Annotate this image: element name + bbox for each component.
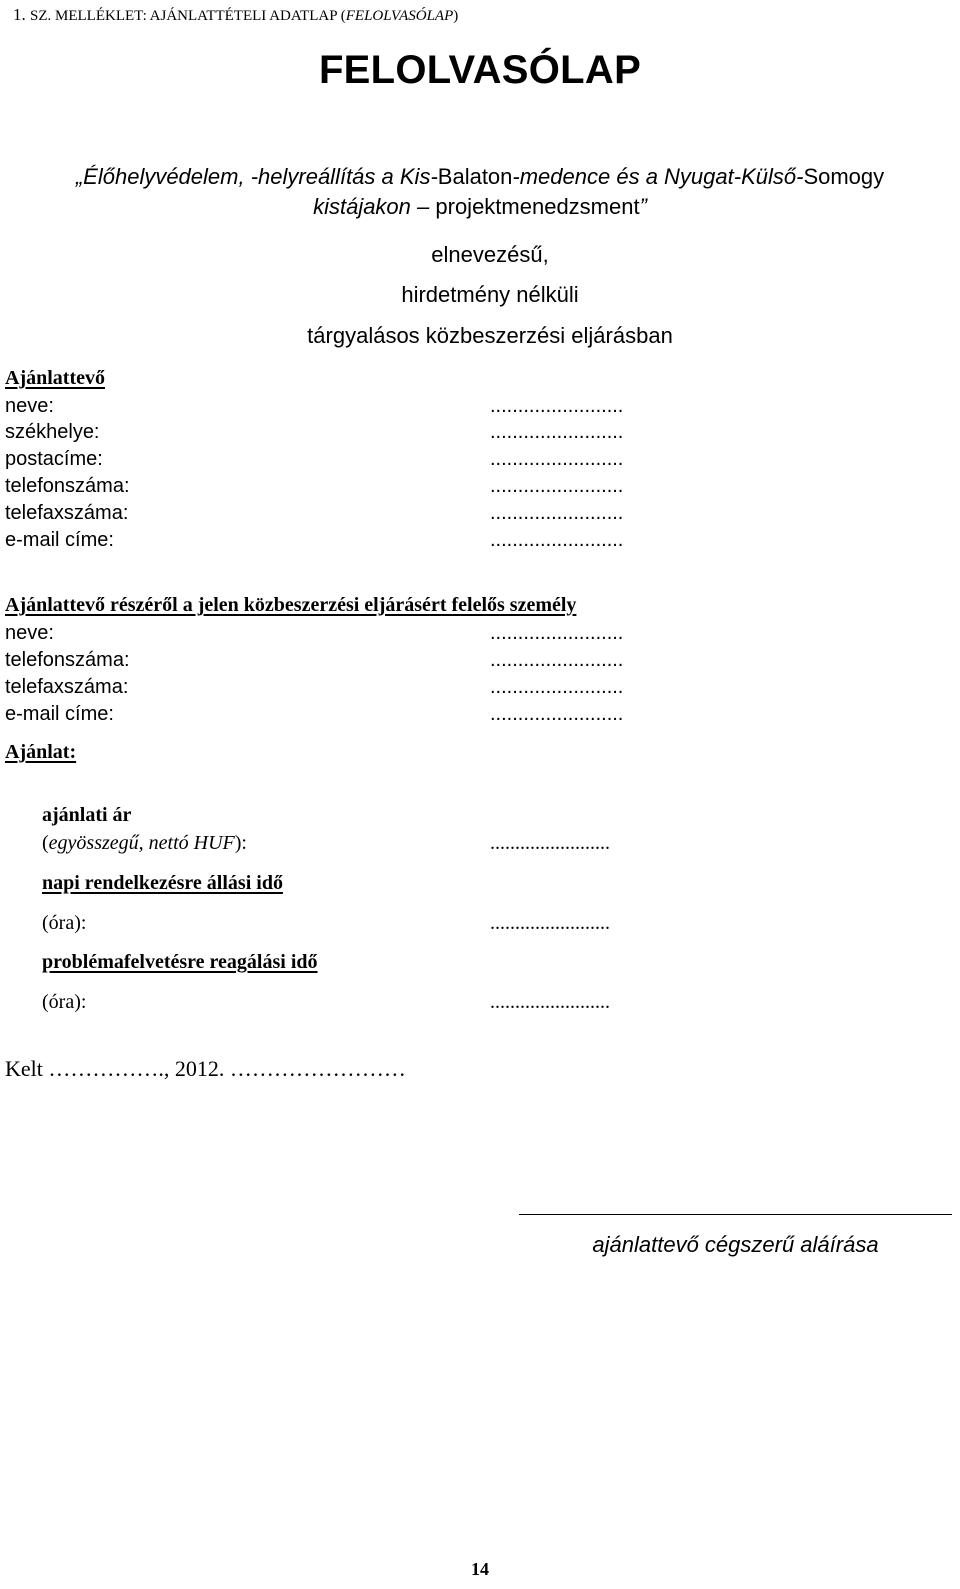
bidder-phone-value: ........................ bbox=[490, 475, 624, 497]
bidder-heading: Ajánlattevő bbox=[5, 367, 105, 389]
bidder-postal-value: ........................ bbox=[490, 448, 624, 470]
price-open: ( bbox=[42, 832, 49, 854]
signature-caption: ajánlattevő cégszerű aláírása bbox=[592, 1232, 879, 1257]
availability-value: ........................ bbox=[490, 912, 610, 934]
price-label bbox=[42, 832, 247, 855]
bidder-email-value: ........................ bbox=[490, 529, 624, 551]
bidder-fax-label: telefaxszáma: bbox=[5, 502, 129, 524]
header-number: 1. bbox=[13, 5, 26, 24]
project-line-2c: ” bbox=[639, 194, 647, 219]
project-line-1d: Somogy bbox=[803, 164, 885, 189]
bidder-phone-label: telefonszáma: bbox=[5, 475, 130, 497]
availability-title: napi rendelkezésre állási idő bbox=[42, 872, 283, 894]
project-line-2b: projektmenedzsment bbox=[429, 194, 640, 219]
price-italic: egyösszegű, nettó HUF bbox=[48, 832, 235, 854]
price-value: ........................ bbox=[490, 832, 610, 854]
procedure-line-1: elnevezésű, bbox=[431, 242, 549, 267]
contact-email-label: e-mail címe: bbox=[5, 703, 114, 725]
contact-fax-label: telefaxszáma: bbox=[5, 676, 129, 698]
header-italic: FELOLVASÓLAP bbox=[345, 8, 454, 24]
contact-phone-value: ........................ bbox=[490, 649, 624, 671]
project-line-1 bbox=[0, 164, 960, 190]
response-unit: (óra): bbox=[42, 991, 87, 1013]
procedure-line-2: hirdetmény nélküli bbox=[401, 282, 579, 307]
project-line-2 bbox=[0, 194, 960, 220]
response-title: problémafelvetésre reagálási idő bbox=[42, 951, 318, 973]
bidder-seat-label: székhelye: bbox=[5, 421, 100, 443]
dated-line: Kelt ……………., 2012. …………………… bbox=[5, 1056, 406, 1081]
bidder-name-value: ........................ bbox=[490, 395, 624, 417]
document-header bbox=[13, 5, 458, 25]
response-value: ........................ bbox=[490, 991, 610, 1013]
header-prefix: SZ. MELLÉKLET: AJÁNLATTÉTELI ADATLAP ( bbox=[30, 8, 346, 24]
page-title: FELOLVASÓLAP bbox=[318, 48, 642, 92]
project-line-1b: Balaton bbox=[437, 164, 513, 189]
contact-phone-label: telefonszáma: bbox=[5, 649, 130, 671]
procedure-line-3: tárgyalásos közbeszerzési eljárásban bbox=[307, 323, 673, 348]
contact-email-value: ........................ bbox=[490, 703, 624, 725]
bidder-fax-value: ........................ bbox=[490, 502, 624, 524]
project-line-1c: -medence és a Nyugat-Külső- bbox=[512, 164, 804, 189]
availability-unit: (óra): bbox=[42, 912, 87, 934]
project-line-1a: „Élőhelyvédelem, -helyreállítás a Kis- bbox=[75, 164, 438, 189]
bidder-postal-label: postacíme: bbox=[5, 448, 103, 470]
header-suffix: ) bbox=[453, 8, 459, 24]
price-close: ): bbox=[234, 832, 247, 854]
contact-name-label: neve: bbox=[5, 622, 54, 644]
offer-heading: Ajánlat: bbox=[5, 741, 77, 763]
contact-fax-value: ........................ bbox=[490, 676, 624, 698]
price-title: ajánlati ár bbox=[42, 804, 132, 826]
contact-heading: Ajánlattevő részéről a jelen közbeszerzési eljárásért felelős személy bbox=[5, 594, 577, 616]
signature-line bbox=[519, 1214, 952, 1215]
page-number: 14 bbox=[471, 1559, 489, 1579]
bidder-seat-value: ........................ bbox=[490, 421, 624, 443]
bidder-email-label: e-mail címe: bbox=[5, 529, 114, 551]
project-line-2a: kistájakon – bbox=[313, 194, 430, 219]
contact-name-value: ........................ bbox=[490, 622, 624, 644]
bidder-name-label: neve: bbox=[5, 395, 54, 417]
